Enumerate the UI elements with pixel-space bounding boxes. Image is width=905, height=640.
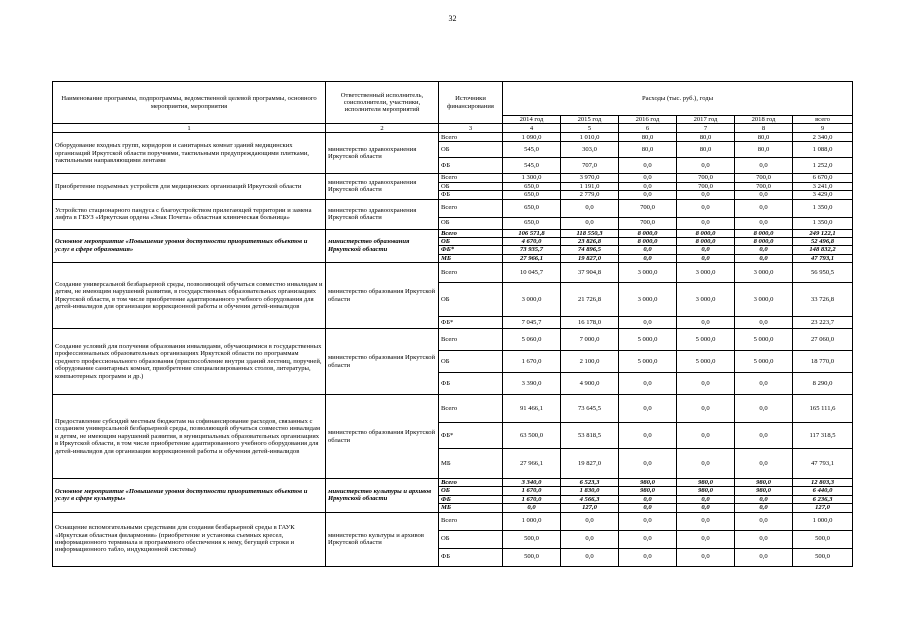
year-value: 19 827,0 xyxy=(561,254,619,262)
year-value: 23 826,8 xyxy=(561,237,619,245)
table-row xyxy=(53,395,853,423)
year-value: 0,0 xyxy=(677,199,735,217)
year-value: 0,0 xyxy=(735,373,793,395)
year-value: 0,0 xyxy=(677,495,735,503)
year-value: 0,0 xyxy=(677,449,735,479)
year-value: 0,0 xyxy=(503,504,561,512)
total-value: 117 318,5 xyxy=(793,423,853,449)
year-value: 0,0 xyxy=(677,373,735,395)
measure-name: Приобретение подъемных устройств для медицинских организаций Иркутской области xyxy=(53,174,326,199)
responsible-executor: министерство образования Иркутской области xyxy=(326,395,439,479)
measure-name: Создание универсальной безбарьерной среды, позволяющей обучаться совместно инвалидам и детям, не имеющим нарушений развития, в государственных образовательных организациях Иркутской области, в том числе приобретение адаптированного учебного оборудования для детей-инвалидов для организации коррекционной работы и обучения детей-инвалидов xyxy=(53,263,326,329)
column-index-row xyxy=(53,124,853,133)
column-index: 4 xyxy=(503,124,561,133)
total-value: 500,0 xyxy=(793,530,853,548)
table-row xyxy=(53,512,853,530)
table-row xyxy=(53,133,853,142)
year-value: 0,0 xyxy=(619,449,677,479)
year-value: 127,0 xyxy=(561,504,619,512)
year-value: 0,0 xyxy=(677,504,735,512)
responsible-executor: министерство образования Иркутской области xyxy=(326,229,439,263)
year-value: 3 000,0 xyxy=(735,263,793,283)
column-index: 1 xyxy=(53,124,326,133)
column-index: 7 xyxy=(677,124,735,133)
total-value: 47 793,1 xyxy=(793,254,853,262)
year-value: 1 010,0 xyxy=(561,133,619,142)
funding-source: ОБ xyxy=(439,182,503,190)
total-value: 127,0 xyxy=(793,504,853,512)
year-value: 0,0 xyxy=(561,530,619,548)
funding-source: Всего xyxy=(439,395,503,423)
total-value: 1 252,0 xyxy=(793,158,853,174)
year-value: 106 571,8 xyxy=(503,229,561,237)
year-value: 700,0 xyxy=(735,174,793,182)
column-index: 5 xyxy=(561,124,619,133)
year-value: 8 000,0 xyxy=(619,229,677,237)
year-value: 8 000,0 xyxy=(619,237,677,245)
responsible-executor: министерство здравоохранения Иркутской области xyxy=(326,133,439,174)
year-value: 80,0 xyxy=(677,142,735,158)
table-body xyxy=(53,133,853,566)
measure-name: Устройство стационарного пандуса с благоустройством прилегающей территории и замена лифта в ГБУЗ «Иркутская ордена «Знак Почета» областная клиническая больница» xyxy=(53,199,326,229)
year-value: 0,0 xyxy=(561,512,619,530)
total-value: 47 793,1 xyxy=(793,449,853,479)
year-value: 7 045,7 xyxy=(503,317,561,329)
funding-source: ФБ* xyxy=(439,246,503,254)
year-value: 0,0 xyxy=(677,395,735,423)
responsible-executor: министерство образования Иркутской области xyxy=(326,263,439,329)
header-year: 2017 год xyxy=(677,116,735,124)
funding-source: ОБ xyxy=(439,283,503,317)
column-index: 2 xyxy=(326,124,439,133)
year-value: 303,0 xyxy=(561,142,619,158)
year-value: 0,0 xyxy=(677,246,735,254)
year-value: 0,0 xyxy=(735,449,793,479)
total-value: 148 832,2 xyxy=(793,246,853,254)
year-value: 0,0 xyxy=(619,495,677,503)
year-value: 4 670,0 xyxy=(503,237,561,245)
header-name: Наименование программы, подпрограммы, ведомственной целевой программы, основного мероприятия, мероприятия xyxy=(53,82,326,124)
funding-source: ОБ xyxy=(439,237,503,245)
year-value: 0,0 xyxy=(619,158,677,174)
funding-source: ФБ xyxy=(439,548,503,566)
expenses-table xyxy=(52,81,853,567)
year-value: 80,0 xyxy=(677,133,735,142)
year-value: 73 935,7 xyxy=(503,246,561,254)
funding-source: Всего xyxy=(439,199,503,217)
column-index: 3 xyxy=(439,124,503,133)
responsible-executor: министерство здравоохранения Иркутской области xyxy=(326,174,439,199)
year-value: 1 191,0 xyxy=(561,182,619,190)
year-value: 0,0 xyxy=(619,530,677,548)
responsible-executor: министерство здравоохранения Иркутской области xyxy=(326,199,439,229)
funding-source: Всего xyxy=(439,512,503,530)
table-row xyxy=(53,329,853,351)
year-value: 1 830,0 xyxy=(561,487,619,495)
header-responsible: Ответственный исполнитель, соисполнители, участники, исполнители мероприятий xyxy=(326,82,439,124)
year-value: 545,0 xyxy=(503,158,561,174)
total-value: 23 223,7 xyxy=(793,317,853,329)
total-value: 165 111,6 xyxy=(793,395,853,423)
year-value: 1 000,0 xyxy=(503,512,561,530)
year-value: 0,0 xyxy=(735,317,793,329)
year-value: 650,0 xyxy=(503,199,561,217)
year-value: 980,0 xyxy=(619,479,677,487)
table-header xyxy=(53,82,853,133)
year-value: 3 000,0 xyxy=(619,283,677,317)
responsible-executor: министерство образования Иркутской области xyxy=(326,329,439,395)
year-value: 0,0 xyxy=(735,158,793,174)
year-value: 0,0 xyxy=(619,182,677,190)
year-value: 3 970,0 xyxy=(561,174,619,182)
total-value: 56 950,5 xyxy=(793,263,853,283)
funding-source: Всего xyxy=(439,133,503,142)
year-value: 74 896,5 xyxy=(561,246,619,254)
year-value: 0,0 xyxy=(677,512,735,530)
year-value: 0,0 xyxy=(619,395,677,423)
year-value: 2 779,0 xyxy=(561,191,619,199)
year-value: 3 000,0 xyxy=(619,263,677,283)
year-value: 700,0 xyxy=(619,199,677,217)
year-value: 0,0 xyxy=(561,217,619,229)
year-value: 118 550,3 xyxy=(561,229,619,237)
total-value: 18 770,0 xyxy=(793,351,853,373)
year-value: 0,0 xyxy=(735,395,793,423)
year-value: 707,0 xyxy=(561,158,619,174)
funding-source: ФБ* xyxy=(439,317,503,329)
year-value: 5 060,0 xyxy=(503,329,561,351)
header-expenses: Расходы (тыс. руб.), годы xyxy=(503,82,853,116)
measure-name: Основное мероприятие «Повышение уровня доступности приоритетных объектов и услуг в сфере образования» xyxy=(53,229,326,263)
year-value: 37 904,8 xyxy=(561,263,619,283)
year-value: 80,0 xyxy=(619,142,677,158)
total-value: 500,0 xyxy=(793,548,853,566)
year-value: 0,0 xyxy=(619,174,677,182)
year-value: 80,0 xyxy=(735,142,793,158)
total-value: 6 236,3 xyxy=(793,495,853,503)
year-value: 21 726,8 xyxy=(561,283,619,317)
year-value: 5 000,0 xyxy=(735,351,793,373)
year-value: 500,0 xyxy=(503,548,561,566)
year-value: 0,0 xyxy=(677,217,735,229)
header-year: 2016 год xyxy=(619,116,677,124)
year-value: 6 523,3 xyxy=(561,479,619,487)
funding-source: ФБ xyxy=(439,373,503,395)
measure-name: Основное мероприятие «Повышение уровня доступности приоритетных объектов и услуг в сфере культуры» xyxy=(53,479,326,513)
page-number: 32 xyxy=(448,14,457,23)
funding-source: ОБ xyxy=(439,351,503,373)
header-total: всего xyxy=(793,116,853,124)
responsible-executor: министерство культуры и архивов Иркутской области xyxy=(326,479,439,513)
year-value: 1 300,0 xyxy=(503,174,561,182)
total-value: 6 440,0 xyxy=(793,487,853,495)
year-value: 53 818,5 xyxy=(561,423,619,449)
header-year: 2015 год xyxy=(561,116,619,124)
funding-source: Всего xyxy=(439,263,503,283)
funding-source: Всего xyxy=(439,479,503,487)
year-value: 0,0 xyxy=(677,530,735,548)
funding-source: ФБ* xyxy=(439,423,503,449)
year-value: 5 000,0 xyxy=(619,351,677,373)
year-value: 700,0 xyxy=(677,174,735,182)
funding-source: МБ xyxy=(439,449,503,479)
year-value: 0,0 xyxy=(735,512,793,530)
funding-source: Всего xyxy=(439,329,503,351)
table-row xyxy=(53,174,853,182)
year-value: 545,0 xyxy=(503,142,561,158)
year-value: 8 000,0 xyxy=(735,237,793,245)
total-value: 52 496,8 xyxy=(793,237,853,245)
funding-source: Всего xyxy=(439,174,503,182)
year-value: 5 000,0 xyxy=(619,329,677,351)
year-value: 80,0 xyxy=(619,133,677,142)
funding-source: ОБ xyxy=(439,142,503,158)
year-value: 0,0 xyxy=(619,504,677,512)
year-value: 3 000,0 xyxy=(735,283,793,317)
funding-source: ФБ xyxy=(439,495,503,503)
year-value: 0,0 xyxy=(677,158,735,174)
year-value: 650,0 xyxy=(503,191,561,199)
year-value: 80,0 xyxy=(735,133,793,142)
year-value: 5 000,0 xyxy=(735,329,793,351)
year-value: 4 900,0 xyxy=(561,373,619,395)
total-value: 8 290,0 xyxy=(793,373,853,395)
year-value: 8 000,0 xyxy=(677,229,735,237)
year-value: 3 000,0 xyxy=(503,283,561,317)
year-value: 980,0 xyxy=(735,487,793,495)
year-value: 650,0 xyxy=(503,182,561,190)
year-value: 0,0 xyxy=(561,199,619,217)
year-value: 0,0 xyxy=(619,254,677,262)
measure-name: Создание условий для получения образования инвалидами, обучающимися в государственных профессиональных образовательных организациях Иркутской области по программам среднего профессионального образования (приспособление внутри зданий лестниц, поручней, оборудование санитарных комнат, приобретение специализированных столов, литературы, компьютерных программ и др.) xyxy=(53,329,326,395)
funding-source: ФБ xyxy=(439,191,503,199)
year-value: 63 500,0 xyxy=(503,423,561,449)
year-value: 27 966,1 xyxy=(503,254,561,262)
year-value: 0,0 xyxy=(561,548,619,566)
year-value: 3 340,0 xyxy=(503,479,561,487)
year-value: 0,0 xyxy=(619,317,677,329)
year-value: 500,0 xyxy=(503,530,561,548)
total-value: 2 340,0 xyxy=(793,133,853,142)
measure-name: Предоставление субсидий местным бюджетам на софинансирование расходов, связанных с созданием универсальной безбарьерной среды, позволяющей обучаться совместно инвалидам и детям, не имеющим нарушений развития, в муниципальных образовательных организациях в Иркутской области, в том числе приобретение адаптированного учебного оборудования для детей-инвалидов для организации коррекционной работы и обучения детей-инвалидов xyxy=(53,395,326,479)
year-value: 0,0 xyxy=(735,495,793,503)
funding-source: Всего xyxy=(439,229,503,237)
year-value: 8 000,0 xyxy=(677,237,735,245)
funding-source: ОБ xyxy=(439,217,503,229)
column-index: 6 xyxy=(619,124,677,133)
year-value: 650,0 xyxy=(503,217,561,229)
year-value: 0,0 xyxy=(677,254,735,262)
year-value: 7 000,0 xyxy=(561,329,619,351)
year-value: 0,0 xyxy=(619,548,677,566)
funding-source: МБ xyxy=(439,254,503,262)
total-value: 1 350,0 xyxy=(793,217,853,229)
year-value: 0,0 xyxy=(735,191,793,199)
year-value: 27 966,1 xyxy=(503,449,561,479)
total-value: 1 088,0 xyxy=(793,142,853,158)
year-value: 700,0 xyxy=(677,182,735,190)
year-value: 0,0 xyxy=(619,512,677,530)
year-value: 0,0 xyxy=(619,246,677,254)
year-value: 73 645,5 xyxy=(561,395,619,423)
year-value: 980,0 xyxy=(677,479,735,487)
funding-source: ФБ xyxy=(439,158,503,174)
year-value: 0,0 xyxy=(619,191,677,199)
total-value: 12 803,3 xyxy=(793,479,853,487)
year-value: 1 670,0 xyxy=(503,351,561,373)
year-value: 0,0 xyxy=(735,530,793,548)
year-value: 0,0 xyxy=(735,217,793,229)
funding-source: ОБ xyxy=(439,487,503,495)
funding-source: ОБ xyxy=(439,530,503,548)
total-value: 3 429,0 xyxy=(793,191,853,199)
year-value: 0,0 xyxy=(677,191,735,199)
total-value: 6 670,0 xyxy=(793,174,853,182)
total-value: 1 000,0 xyxy=(793,512,853,530)
year-value: 0,0 xyxy=(735,548,793,566)
year-value: 0,0 xyxy=(735,246,793,254)
table-row xyxy=(53,479,853,487)
column-index: 8 xyxy=(735,124,793,133)
total-value: 249 122,1 xyxy=(793,229,853,237)
measure-name: Оборудование входных групп, коридоров и санитарных комнат зданий медицинских организаций Иркутской области поручнями, тактильными предупреждающими плитками, тактильными направляющими лентами xyxy=(53,133,326,174)
year-value: 2 100,0 xyxy=(561,351,619,373)
responsible-executor: министерство культуры и архивов Иркутской области xyxy=(326,512,439,566)
table-row xyxy=(53,199,853,217)
year-value: 0,0 xyxy=(677,317,735,329)
total-value: 27 060,0 xyxy=(793,329,853,351)
year-value: 91 466,1 xyxy=(503,395,561,423)
funding-source: МБ xyxy=(439,504,503,512)
header-source: Источники финансирования xyxy=(439,82,503,124)
table-row xyxy=(53,263,853,283)
year-value: 16 178,0 xyxy=(561,317,619,329)
header-year: 2018 год xyxy=(735,116,793,124)
year-value: 700,0 xyxy=(735,182,793,190)
year-value: 980,0 xyxy=(735,479,793,487)
year-value: 8 000,0 xyxy=(735,229,793,237)
year-value: 0,0 xyxy=(735,199,793,217)
year-value: 0,0 xyxy=(619,373,677,395)
year-value: 5 000,0 xyxy=(677,351,735,373)
year-value: 4 566,3 xyxy=(561,495,619,503)
year-value: 3 000,0 xyxy=(677,263,735,283)
total-value: 33 726,8 xyxy=(793,283,853,317)
year-value: 0,0 xyxy=(677,548,735,566)
year-value: 0,0 xyxy=(735,504,793,512)
year-value: 3 000,0 xyxy=(677,283,735,317)
year-value: 0,0 xyxy=(619,423,677,449)
year-value: 980,0 xyxy=(677,487,735,495)
year-value: 0,0 xyxy=(677,423,735,449)
year-value: 980,0 xyxy=(619,487,677,495)
year-value: 19 827,0 xyxy=(561,449,619,479)
year-value: 700,0 xyxy=(619,217,677,229)
total-value: 1 350,0 xyxy=(793,199,853,217)
year-value: 0,0 xyxy=(735,423,793,449)
measure-name: Оснащение вспомогательными средствами для создания безбарьерной среды в ГАУК «Иркутская областная филармония» (приобретение и установка съемных кресел, информационного терминала и программного обеспечения к нему, бегущей строки и информационного табло, индукционной системы) xyxy=(53,512,326,566)
year-value: 1 670,0 xyxy=(503,495,561,503)
header-year: 2014 год xyxy=(503,116,561,124)
year-value: 0,0 xyxy=(735,254,793,262)
year-value: 10 045,7 xyxy=(503,263,561,283)
year-value: 1 670,0 xyxy=(503,487,561,495)
year-value: 5 000,0 xyxy=(677,329,735,351)
column-index: 9 xyxy=(793,124,853,133)
year-value: 3 390,0 xyxy=(503,373,561,395)
table-row xyxy=(53,229,853,237)
total-value: 3 241,0 xyxy=(793,182,853,190)
year-value: 1 090,0 xyxy=(503,133,561,142)
